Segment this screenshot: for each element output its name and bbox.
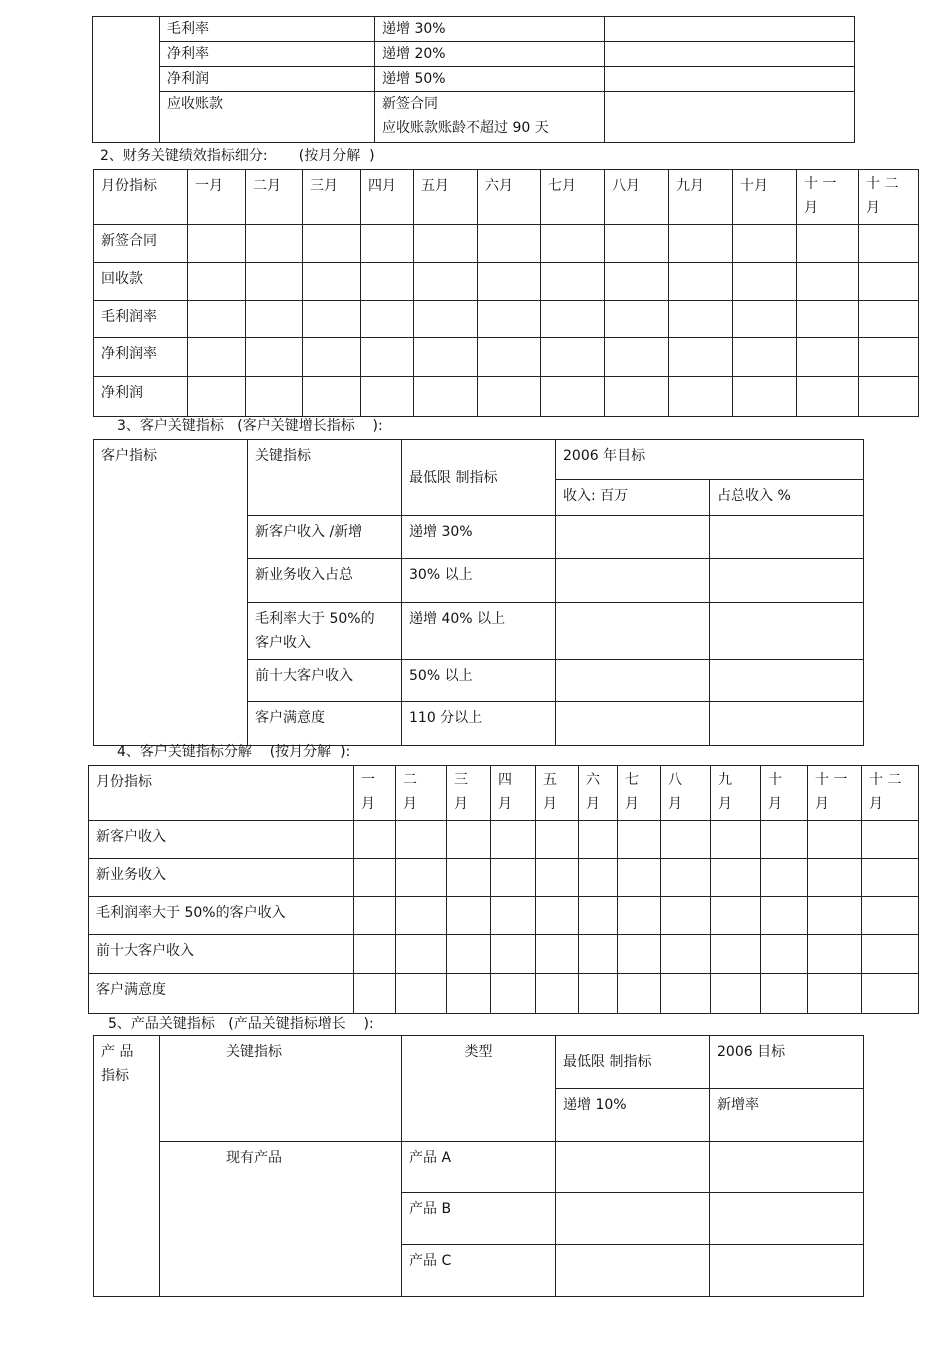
column-header-line: 指标 xyxy=(101,1068,129,1084)
min-indicator: 30% 以上 xyxy=(402,559,556,603)
product-type: 产品 C xyxy=(402,1245,556,1297)
row-label: 前十大客户收入 xyxy=(89,935,354,974)
column-header-line: 产 品 xyxy=(101,1044,134,1060)
table-cell-empty xyxy=(605,67,855,92)
target-line: 应收账款账龄不超过 90 天 xyxy=(382,120,549,136)
month-header: 三 月 xyxy=(447,766,491,821)
key-indicator: 客户满意度 xyxy=(248,702,402,746)
month-header: 一 月 xyxy=(354,766,396,821)
row-label: 毛利润率 xyxy=(94,301,188,338)
column-header: 2006 目标 xyxy=(710,1036,864,1089)
column-header: 2006 年目标 xyxy=(556,440,864,480)
finance-targets-table xyxy=(92,16,855,143)
key-indicator: 前十大客户收入 xyxy=(248,660,402,702)
key-indicator: 新业务收入占总 xyxy=(248,559,402,603)
section-5-heading: 5、产品关键指标 (产品关键指标增长 ): xyxy=(108,1016,374,1032)
min-indicator: 50% 以上 xyxy=(402,660,556,702)
month-header: 七 月 xyxy=(618,766,661,821)
section-2-heading: 2、财务关键绩效指标细分: (按月分解 ) xyxy=(100,148,375,164)
month-header-part: 月 xyxy=(804,200,818,216)
month-header xyxy=(797,170,859,225)
metric-target: 递增 20% xyxy=(375,42,605,67)
month-header: 二 月 xyxy=(396,766,447,821)
month-header: 七月 xyxy=(541,170,605,225)
row-label: 毛利润率大于 50%的客户收入 xyxy=(89,897,354,935)
month-header-part: 十 一 xyxy=(804,176,837,192)
key-indicator-line: 毛利率大于 50%的 xyxy=(255,611,375,627)
month-header: 五月 xyxy=(414,170,478,225)
column-header xyxy=(94,1036,160,1297)
min-indicator: 110 分以上 xyxy=(402,702,556,746)
row-label: 回收款 xyxy=(94,263,188,301)
header-corner: 月份指标 xyxy=(94,170,188,225)
sub-header: 新增率 xyxy=(710,1089,864,1142)
customer-targets-table xyxy=(93,439,864,746)
month-header: 六 月 xyxy=(579,766,618,821)
metric-target xyxy=(375,92,605,143)
column-header: 最低限 制指标 xyxy=(402,440,556,516)
table-cell-empty xyxy=(93,17,160,143)
metric-label: 应收账款 xyxy=(160,92,375,143)
section-4-heading: 4、客户关键指标分解 (按月分解 ): xyxy=(117,744,351,760)
month-header: 十 月 xyxy=(761,766,808,821)
key-indicator: 新客户收入 /新增 xyxy=(248,516,402,559)
product-targets-table xyxy=(93,1035,864,1297)
finance-monthly-table xyxy=(93,169,919,417)
month-header: 四月 xyxy=(361,170,414,225)
row-label: 净利润 xyxy=(94,377,188,417)
month-header: 三月 xyxy=(303,170,361,225)
sub-header: 递增 10% xyxy=(556,1089,710,1142)
row-label: 新签合同 xyxy=(94,225,188,263)
product-group-label: 现有产品 xyxy=(160,1142,402,1297)
month-header: 五 月 xyxy=(536,766,579,821)
metric-label: 毛利率 xyxy=(160,17,375,42)
month-header: 一月 xyxy=(188,170,246,225)
min-indicator: 递增 40% 以上 xyxy=(402,603,556,660)
customer-monthly-table xyxy=(88,765,919,1014)
target-line: 新签合同 xyxy=(382,96,438,112)
key-indicator xyxy=(248,603,402,660)
month-header-part: 十 二 xyxy=(866,176,899,192)
month-header-part: 月 xyxy=(866,200,880,216)
column-header: 最低限 制指标 xyxy=(556,1036,710,1089)
column-header: 类型 xyxy=(402,1036,556,1142)
metric-label: 净利率 xyxy=(160,42,375,67)
month-header: 十 二 月 xyxy=(862,766,919,821)
month-header: 八 月 xyxy=(661,766,711,821)
column-header: 关键指标 xyxy=(248,440,402,516)
month-header: 四 月 xyxy=(491,766,536,821)
month-header: 十月 xyxy=(733,170,797,225)
sub-header: 占总收入 % xyxy=(710,480,864,516)
row-label: 客户满意度 xyxy=(89,974,354,1014)
sub-header: 收入: 百万 xyxy=(556,480,710,516)
min-indicator: 递增 30% xyxy=(402,516,556,559)
product-type: 产品 A xyxy=(402,1142,556,1193)
row-label: 新业务收入 xyxy=(89,859,354,897)
month-header xyxy=(859,170,919,225)
month-header: 二月 xyxy=(246,170,303,225)
month-header: 九月 xyxy=(669,170,733,225)
section-3-heading: 3、客户关键指标 (客户关键增长指标 ): xyxy=(117,418,383,434)
metric-target: 递增 50% xyxy=(375,67,605,92)
row-label: 新客户收入 xyxy=(89,821,354,859)
month-header: 六月 xyxy=(478,170,541,225)
metric-target: 递增 30% xyxy=(375,17,605,42)
metric-label: 净利润 xyxy=(160,67,375,92)
product-type: 产品 B xyxy=(402,1193,556,1245)
key-indicator-line: 客户收入 xyxy=(255,635,311,651)
month-header: 八月 xyxy=(605,170,669,225)
row-label: 净利润率 xyxy=(94,338,188,377)
month-header: 十 一 月 xyxy=(808,766,862,821)
header-corner: 月份指标 xyxy=(89,766,354,821)
column-header: 客户指标 xyxy=(94,440,248,746)
column-header: 关键指标 xyxy=(160,1036,402,1142)
table-cell-empty xyxy=(605,42,855,67)
month-header: 九 月 xyxy=(711,766,761,821)
table-cell-empty xyxy=(605,92,855,143)
table-cell-empty xyxy=(605,17,855,42)
